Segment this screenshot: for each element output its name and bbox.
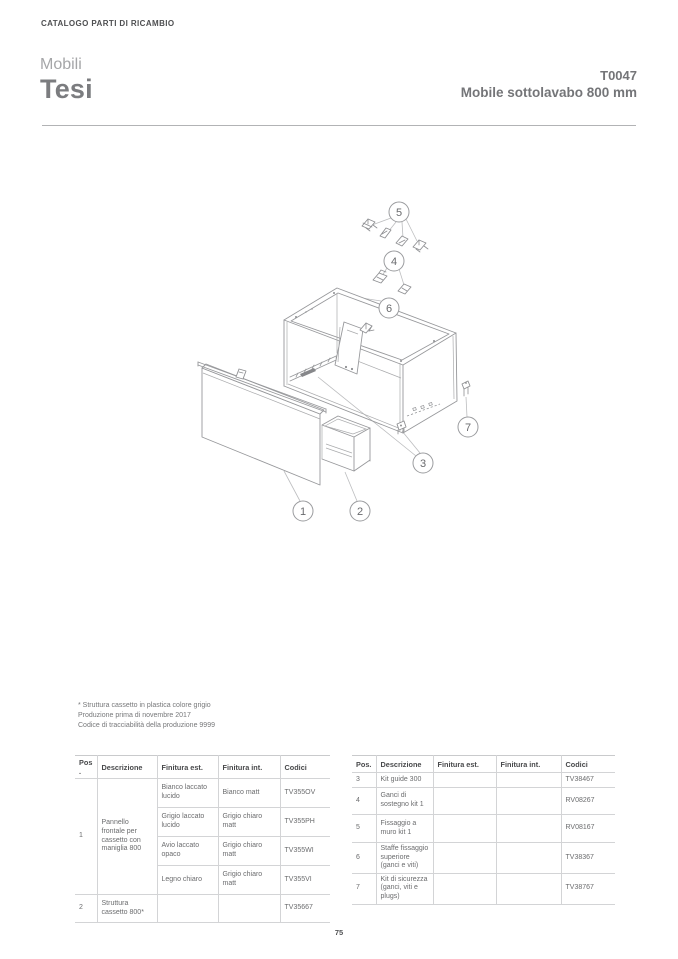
col-header-codici: Codici <box>280 756 330 779</box>
cell-finitura-int <box>496 773 561 788</box>
cell-finitura-int: Bianco matt <box>218 779 280 808</box>
cell-finitura-int: Grigio chiaro matt <box>218 837 280 866</box>
cell-pos: 5 <box>352 815 376 843</box>
cell-finitura-int: Grigio chiaro matt <box>218 866 280 895</box>
table-row <box>352 773 615 788</box>
callout-2 <box>350 501 370 521</box>
cell-descrizione: Kit di sicurezza (ganci, viti e plugs) <box>376 873 433 904</box>
drawer-front-panel-drawing <box>198 362 326 485</box>
cell-codice: TV355WI <box>280 837 330 866</box>
table-row <box>352 843 615 874</box>
col-header-descrizione: Descrizione <box>376 756 433 773</box>
cell-codice: TV38467 <box>561 773 615 788</box>
callout-6 <box>379 298 399 318</box>
footnote-line: Produzione prima di novembre 2017 <box>78 712 191 719</box>
cell-finitura-est <box>433 788 496 815</box>
cell-finitura-int <box>496 788 561 815</box>
cell-finitura-est: Bianco laccato lucido <box>157 779 218 808</box>
cell-codice: TV355PH <box>280 808 330 837</box>
callout-number: 7 <box>464 422 472 434</box>
cell-finitura-int <box>496 843 561 874</box>
callout-number: 3 <box>419 458 427 470</box>
cell-finitura-est <box>433 873 496 904</box>
catalog-title: CATALOGO PARTI DI RICAMBIO <box>41 19 175 28</box>
drawer-structure-drawing <box>322 416 370 471</box>
cell-descrizione: Kit guide 300 <box>376 773 433 788</box>
cell-pos: 2 <box>75 895 97 923</box>
callout-7 <box>458 417 478 437</box>
table-row <box>352 873 615 904</box>
col-header-descrizione: Descrizione <box>97 756 157 779</box>
parts-table-right <box>352 755 615 905</box>
callout-number: 6 <box>385 303 393 315</box>
callout-3 <box>413 453 433 473</box>
table-row <box>352 788 615 815</box>
col-header-codici: Codici <box>561 756 615 773</box>
footnote <box>78 701 215 731</box>
brand-name: Tesi <box>40 74 93 104</box>
parts-table-left <box>75 755 330 923</box>
cell-descrizione: Struttura cassetto 800* <box>97 895 157 923</box>
cell-pos: 7 <box>352 873 376 904</box>
cell-codice: RV08267 <box>561 788 615 815</box>
cell-finitura-est <box>433 773 496 788</box>
cell-codice: TV355OV <box>280 779 330 808</box>
cell-finitura-est <box>157 895 218 923</box>
table-row <box>75 895 330 923</box>
cell-finitura-int <box>218 895 280 923</box>
callout-number: 2 <box>356 506 364 518</box>
table-row <box>352 815 615 843</box>
callout-number: 4 <box>390 256 398 268</box>
product-name: Mobile sottolavabo 800 mm <box>460 85 637 100</box>
cell-finitura-est: Grigio laccato lucido <box>157 808 218 837</box>
cell-pos: 6 <box>352 843 376 874</box>
cell-codice: TV35667 <box>280 895 330 923</box>
cell-finitura-est <box>433 843 496 874</box>
col-header-finitura-int: Finitura int. <box>218 756 280 779</box>
col-header-pos: Pos. <box>75 756 97 779</box>
callout-1 <box>293 501 313 521</box>
cell-pos: 1 <box>75 779 97 895</box>
cell-codice: RV08167 <box>561 815 615 843</box>
callout-number: 1 <box>299 506 307 518</box>
callout-number: 5 <box>395 207 403 219</box>
table-header-row <box>75 756 330 779</box>
cell-finitura-int <box>496 873 561 904</box>
col-header-finitura-int: Finitura int. <box>496 756 561 773</box>
cell-finitura-int: Grigio chiaro matt <box>218 808 280 837</box>
table-row <box>75 779 330 808</box>
callout-4 <box>384 251 404 271</box>
cell-codice: TV355VI <box>280 866 330 895</box>
cell-finitura-est: Legno chiaro <box>157 866 218 895</box>
cell-finitura-est <box>433 815 496 843</box>
cell-codice: TV38767 <box>561 873 615 904</box>
product-code: T0047 <box>600 68 637 83</box>
cell-descrizione: Staffe fissaggio superiore (ganci e viti) <box>376 843 433 874</box>
footnote-line: Codice di tracciabilità della produzione 9999 <box>78 722 215 729</box>
cell-finitura-est: Avio laccato opaco <box>157 837 218 866</box>
col-header-finitura-est: Finitura est. <box>157 756 218 779</box>
col-header-finitura-est: Finitura est. <box>433 756 496 773</box>
cell-descrizione: Fissaggio a muro kit 1 <box>376 815 433 843</box>
cell-codice: TV38367 <box>561 843 615 874</box>
cell-pos: 3 <box>352 773 376 788</box>
cell-pos: 4 <box>352 788 376 815</box>
cell-finitura-int <box>496 815 561 843</box>
col-header-pos: Pos. <box>352 756 376 773</box>
footnote-line: * Struttura cassetto in plastica colore grigio <box>78 702 211 709</box>
cell-descrizione: Ganci di sostegno kit 1 <box>376 788 433 815</box>
page-number: 75 <box>334 928 344 937</box>
cell-descrizione: Pannello frontale per cassetto con maniglia 800 <box>97 779 157 895</box>
callout-5 <box>389 202 409 222</box>
brand-family: Mobili <box>40 56 82 73</box>
table-header-row <box>352 756 615 773</box>
